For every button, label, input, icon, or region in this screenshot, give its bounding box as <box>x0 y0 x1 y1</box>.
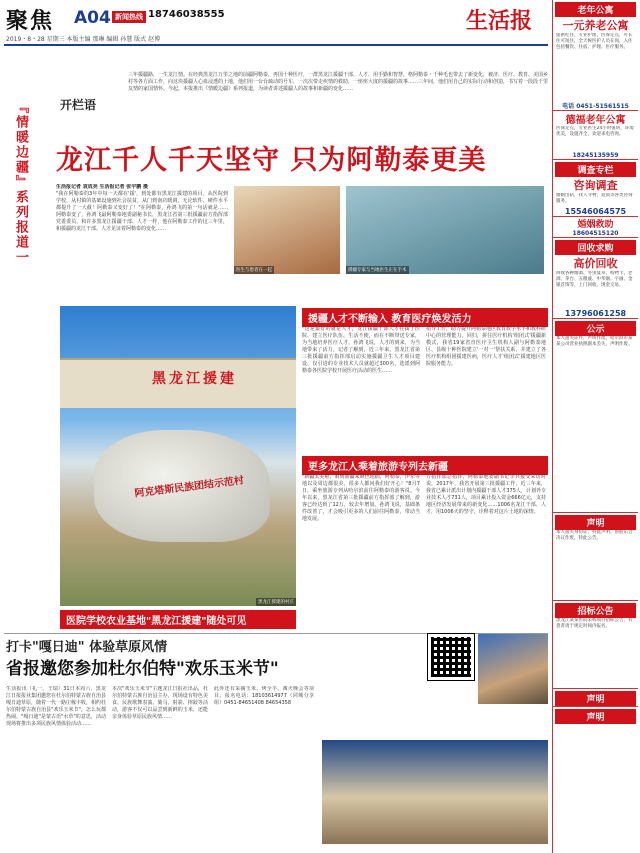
hotline-label: 新闻热线 <box>112 11 146 23</box>
edition-meta: 2019・8・28 星期三 本版主编 那琳 编辑 孙慧 版式 赵博 <box>6 36 161 43</box>
ad-text: 婚姻出轨，找人寻物，追债等各类咨询服务。 <box>556 193 633 204</box>
ad-headline: 婚姻救助 <box>577 220 614 230</box>
ad-title: 公示 <box>555 321 636 336</box>
ad-headline: 咨询调查 <box>573 179 618 192</box>
ad-text: 黑龙江某某医院采购项目招标公告，有意者请于规定时间内报名。 <box>556 618 633 629</box>
ad-title: 声明 <box>555 709 636 724</box>
section-title: 聚焦 <box>6 9 55 34</box>
ad-phone: 15546064575 <box>564 207 627 216</box>
ad-headline: 德福老年公寓 <box>565 115 626 126</box>
ad-title: 回收求购 <box>555 240 636 255</box>
ad-phone: 18245135959 <box>572 152 619 159</box>
classified-ads-column <box>552 0 638 853</box>
article-talent-col1: "这是最好的就是人才，龙江援疆干部人才在援了医院、建立医疗队伍，生活不便，而在不断带送专家，为当地培养医疗人才，孙鸿飞说，人才的到来，为当地带来了活力。记者了解到，近三年来，黑龙江省第三批援疆前方指挥部启动实施援疆卫生人才项目建设，仅引进的专业技术人员就超过300名，选派到阿勒泰各医院学校开展医疗活动的医生…… <box>302 326 420 374</box>
article-lead <box>56 184 228 270</box>
header-divider <box>4 44 548 46</box>
bottom-col2: 本次"欢乐玉米节"主题龙江日报社出品，杜尔伯特蒙古族自治县主办，现场设有特色美食、民族歌舞表演、骑马、射箭、摔跤等活动，游客不仅可以品尝到新鲜的玉米，还能亲身体验草原民族风情…… <box>112 686 208 720</box>
article-tourism-col1: "新疆太美啦，咱到新疆来颜色地描，阿勒泰，伊犁等地以及周边都很美，很多人都问我们好开心！"8月7日，乘坐旅游专列从哈尔滨前往阿勒泰的游客说。今年以来，黑龙江省第三批援疆前方指挥部了解到，游客已经达到了12万，较去年增加。孙鸿飞说，基础条件改善了，才会吸引更多的人们前往阿勒泰，带动当地发展。 <box>302 474 420 522</box>
building-sign: 黑龙江援建 <box>152 371 237 387</box>
ad-title: 声明 <box>555 691 636 706</box>
ad-title: 老年公寓 <box>555 2 636 17</box>
bottom-col3: 此外还有采摘玉米、烤全羊、篝火晚会等项目。报名电话：18103614977（同城分享组）0451-84651408 84654358 <box>214 686 314 706</box>
hotline-number: 18746038555 <box>148 9 225 20</box>
photo-caption: 援疆专家与当地医生正在手术 <box>348 268 407 273</box>
ad-text: 医保定点，专业医生24小时值班，环境优美，设施齐全，欢迎来电咨询。 <box>556 126 634 137</box>
photo-caption: 黑龙江援建的村庄 <box>258 600 294 605</box>
series-label: 『情暖边疆』系列报道一 <box>13 100 28 265</box>
article-tourism-col2: 方指挥部总指挥，阿勒泰地委副书记李兵接受采访时说，2017年，我省开展第三批援疆工作，近三年来，我省已累计派出计划内援疆干部人才375人，计划外专业技术人才731人，项目累计投入资金666亿元，支持地区经济发展带来的新变化……1006名龙江干部、人才，用1006天的坚守，诠释着对这片土地的深情。 <box>426 474 546 515</box>
subhead-tourism: 更多龙江人乘着旅游专列去新疆 <box>302 456 548 475</box>
bottom-kicker: 打卡"嘎日迪" 体验草原风情 <box>6 640 168 655</box>
ad-phone: 13796061258 <box>564 309 627 318</box>
ad-title: 调查专栏 <box>555 162 636 177</box>
ad-headline: 一元养老公寓 <box>562 19 629 32</box>
ad-phone: 18604515120 <box>572 230 619 237</box>
bottom-headline: 省报邀您参加杜尔伯特"欢乐玉米节" <box>6 659 279 679</box>
monument-photo <box>60 306 296 606</box>
ad-title: 声明 <box>555 515 636 530</box>
ad-text: 本人遗失身份证，特此声明。原股东会决议作废，特此公告。 <box>556 530 633 541</box>
school-event-photo <box>322 740 548 844</box>
stone-inscription: 阿克塔斯民族团结示范村 <box>133 475 245 500</box>
photo-caption: 医生与患者在一起 <box>236 268 272 273</box>
ad-title: 招标公告 <box>555 603 636 618</box>
page-number: A04 <box>74 8 111 28</box>
ad-text: 回收各种烟酒、冬虫夏草、购物卡、老酒、茅台、五粮液、中华烟、字画、金银首饰等，上门回收，现金交易。 <box>556 271 633 288</box>
ad-phone: 电话 0451-51561515 <box>562 103 629 110</box>
festival-photo <box>478 634 548 704</box>
ad-text: 提供吃住，专业护理，医保定点，可长住可短住，全天候医护人员在岗，入住包括餐饮、住宿、护理、医疗服务。 <box>556 33 633 50</box>
ad-headline: 高价回收 <box>573 257 618 270</box>
stone-monument <box>94 430 270 542</box>
ad-text: 本人遗失证件，声明作废。哈尔滨市某某公司营业执照副本丢失，声明作废。 <box>556 336 633 347</box>
intro-text: 三年援疆路，一生龙江情。在经典黑龙江万里之地的前疆阿勒泰，再国十种医疗，一群黑龙江援疆干部、人才、用手勤和智慧，格阿勒泰・千种毛也带去了新变化，被济、医疗、教育、美国乡村等各方面工作，向这块援疆人心血浸透的土地，他们用一台台疏动的号车，一次次带走疾情的救助，一座座大度的援疆的故事……三年间，他们用自己的实际行动和创造，书写着一段段千里友情的家国情怀。今起，本报推出《情暖边疆》系列报道，为读者讲述援疆人的故事和新疆的变化…… <box>128 72 549 92</box>
surgery-photo <box>346 186 544 274</box>
headline: 龙江千人千天坚守 只为阿勒泰更美 <box>56 145 487 176</box>
qr-code[interactable] <box>428 634 474 680</box>
byline: 生活报记者 袁成亮 生活报记者 张宇鹏 摄 <box>56 184 148 190</box>
article-talent-col2: 指导工作，助力提升阿勒泰地区教育教学水平和教科研中心的管理能力。回归，拼住医疗机构'组团式'援疆新模式，我省19家省直医疗卫生机构人副与阿勒泰地区、县级十种医院建立'一对一'帮扶关系，并建立了各医疗机构组团援建医病，医疗人才'组团式'援建地区医院服务能力。 <box>426 326 546 367</box>
newspaper-logo: 生活报 <box>466 8 533 34</box>
intro-label: 开栏语 <box>60 98 97 112</box>
doctor-photo <box>234 186 340 274</box>
article-lead-text: "我在阿勒泰的3年中每一天都在'援'，到处都有黑龙江援建的项目，从医院到学校，从村镇的基础设施到社会扶贫，从门到南店暖调，无论软件、硬件水平都提升了一大截！阿勒泰又变好了！"在阿勒泰，孙鸿飞的第一句话就是……阿勒泰变了，孙鸿飞最阿勒泰地委副秘书长，黑龙江省第三批援疆前方指挥部党委委员，和许多黑龙江援疆干部、人才一样，他在阿勒泰工作的这三年里，和援疆的龙江干部、人才见证着阿勒泰的变化…… <box>56 191 228 232</box>
subhead-aid-projects: 医院学校农业基地"黑龙江援建"随处可见 <box>60 610 296 629</box>
bottom-col1: 生活报讯（礼一、王瑞）31日本周六，黑龙江日报报业集团邀您在杜尔伯特蒙古族自治县嘎日迪草原，随着一代一路庄稼丰收，相约杜尔伯特蒙古族自治县"欢乐玉米节"，怎么玩都热闹。"嘎日迪"是蒙古语"水草"的意思，活动现场将推出多项民族风情体验活动…… <box>6 686 106 727</box>
subhead-talent: 援疆人才不断输入 教育医疗焕发活力 <box>302 308 548 327</box>
